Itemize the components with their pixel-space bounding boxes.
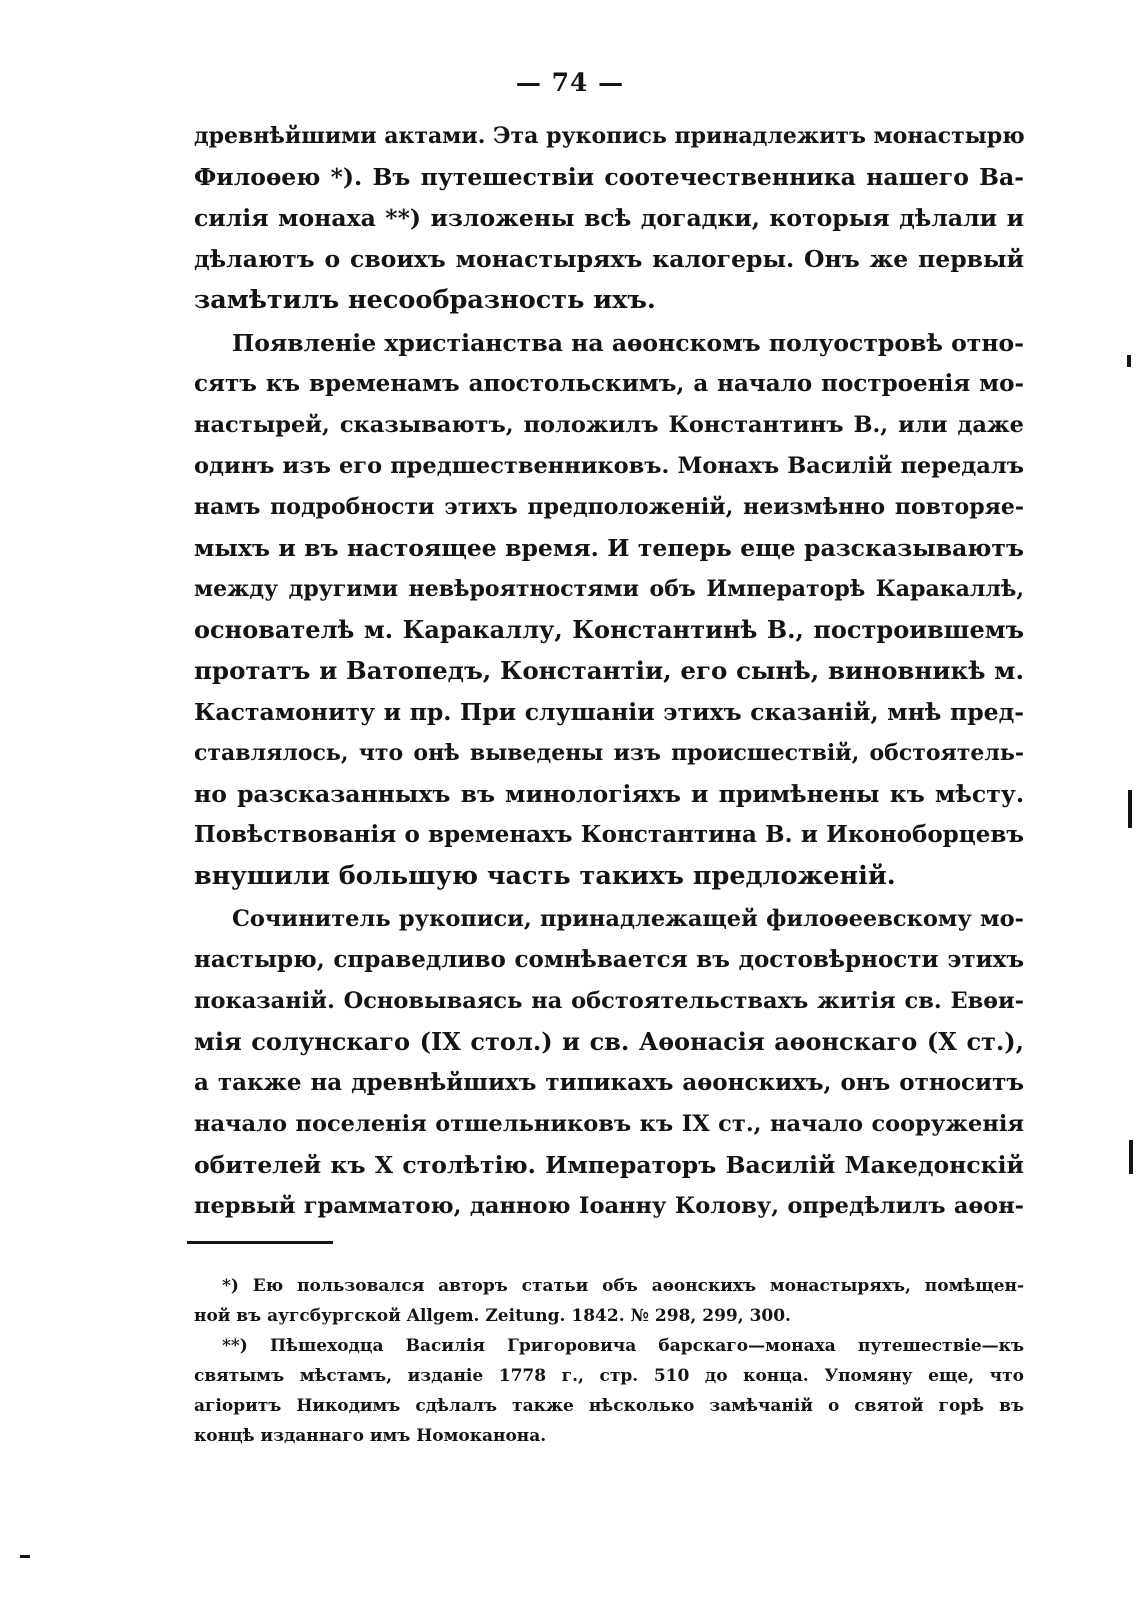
body-line: Появленіе христіанства на аѳонскомъ полуостровѣ отно- (232, 329, 1024, 357)
body-line: ставлялось, что онѣ выведены изъ происшествій, обстоятель- (194, 740, 1024, 766)
scan-margin-mark (20, 1555, 30, 1558)
body-line: Кастамониту и пр. При слушаніи этихъ сказаній, мнѣ пред- (194, 698, 1024, 726)
body-line: силія монаха **) изложены всѣ догадки, которыя дѣлали и (194, 204, 1024, 232)
body-line: первый грамматою, данною Іоанну Колову, опредѣлилъ аѳон- (194, 1193, 1024, 1219)
body-line: Филоѳею *). Въ путешествіи соотечественника нашего Ва- (194, 163, 1024, 191)
footnote-separator (187, 1241, 333, 1244)
body-line: настырей, сказываютъ, положилъ Константинъ В., или даже (194, 412, 1024, 438)
footnote-line: **) Пѣшеходца Василія Григоровича барскаго—монаха путешествіе—къ (222, 1336, 1024, 1356)
footnote-line: агіоритъ Никодимъ сдѣлалъ также нѣсколько замѣчаній о святой горѣ въ (194, 1396, 1024, 1416)
footnote-line: ной въ аугсбургской Allgem. Zeitung. 1842. № 298, 299, 300. (194, 1306, 791, 1326)
scan-margin-mark (1128, 790, 1132, 828)
body-line: протатъ и Ватопедъ, Константіи, его сынѣ, виновникѣ м. (194, 656, 1024, 685)
body-line: намъ подробности этихъ предположеній, неизмѣнно повторяе- (194, 494, 1024, 520)
body-line: основателѣ м. Каракаллу, Константинѣ В., построившемъ (194, 615, 1024, 644)
body-line: настырю, справедливо сомнѣвается въ достовѣрности этихъ (194, 946, 1024, 973)
page-number: — 74 — (515, 68, 625, 97)
scan-margin-mark (1127, 355, 1131, 367)
body-line: древнѣйшими актами. Эта рукопись принадлежитъ монастырю (194, 123, 1025, 149)
body-line: Сочинитель рукописи, принадлежащей филоѳеевскому мо- (232, 906, 1024, 932)
body-line: обителей къ X столѣтію. Императоръ Василій Македонскій (194, 1151, 1024, 1179)
body-line: сятъ къ временамъ апостольскимъ, а начало построенія мо- (194, 370, 1024, 397)
body-line: дѣлаютъ о своихъ монастыряхъ калогеры. Онъ же первый (194, 245, 1024, 273)
body-line: одинъ изъ его предшественниковъ. Монахъ Василій передалъ (194, 453, 1024, 479)
scan-margin-mark (1129, 1140, 1133, 1174)
body-line: замѣтилъ несообразность ихъ. (194, 285, 656, 315)
body-line: мыхъ и въ настоящее время. И теперь еще разсказываютъ (194, 534, 1024, 562)
footnote-line: *) Ею пользовался авторъ статьи объ аѳонскихъ монастыряхъ, помѣщен- (222, 1276, 1024, 1296)
body-line: между другими невѣроятностями объ Императорѣ Каракаллѣ, (194, 576, 1024, 602)
body-line: а также на древнѣйшихъ типикахъ аѳонскихъ, онъ относитъ (194, 1069, 1024, 1096)
body-line: Повѣствованія о временахъ Константина В. и Иконоборцевъ (194, 821, 1024, 848)
footnote-line: концѣ изданнаго имъ Номоканона. (194, 1426, 547, 1446)
body-line: но разсказанныхъ въ минологіяхъ и примѣнены къ мѣсту. (194, 780, 1024, 808)
footnote-line: святымъ мѣстамъ, изданіе 1778 г., стр. 510 до конца. Упомяну еще, что (194, 1366, 1024, 1386)
body-line: мія солунскаго (IX стол.) и св. Аѳонасія аѳонскаго (X ст.), (194, 1027, 1024, 1056)
body-line: внушили большую часть такихъ предложеній. (194, 861, 896, 891)
body-line: начало поселенія отшельниковъ къ IX ст., начало сооруженія (194, 1111, 1024, 1137)
body-line: показаній. Основываясь на обстоятельствахъ житія св. Евѳи- (194, 988, 1024, 1014)
